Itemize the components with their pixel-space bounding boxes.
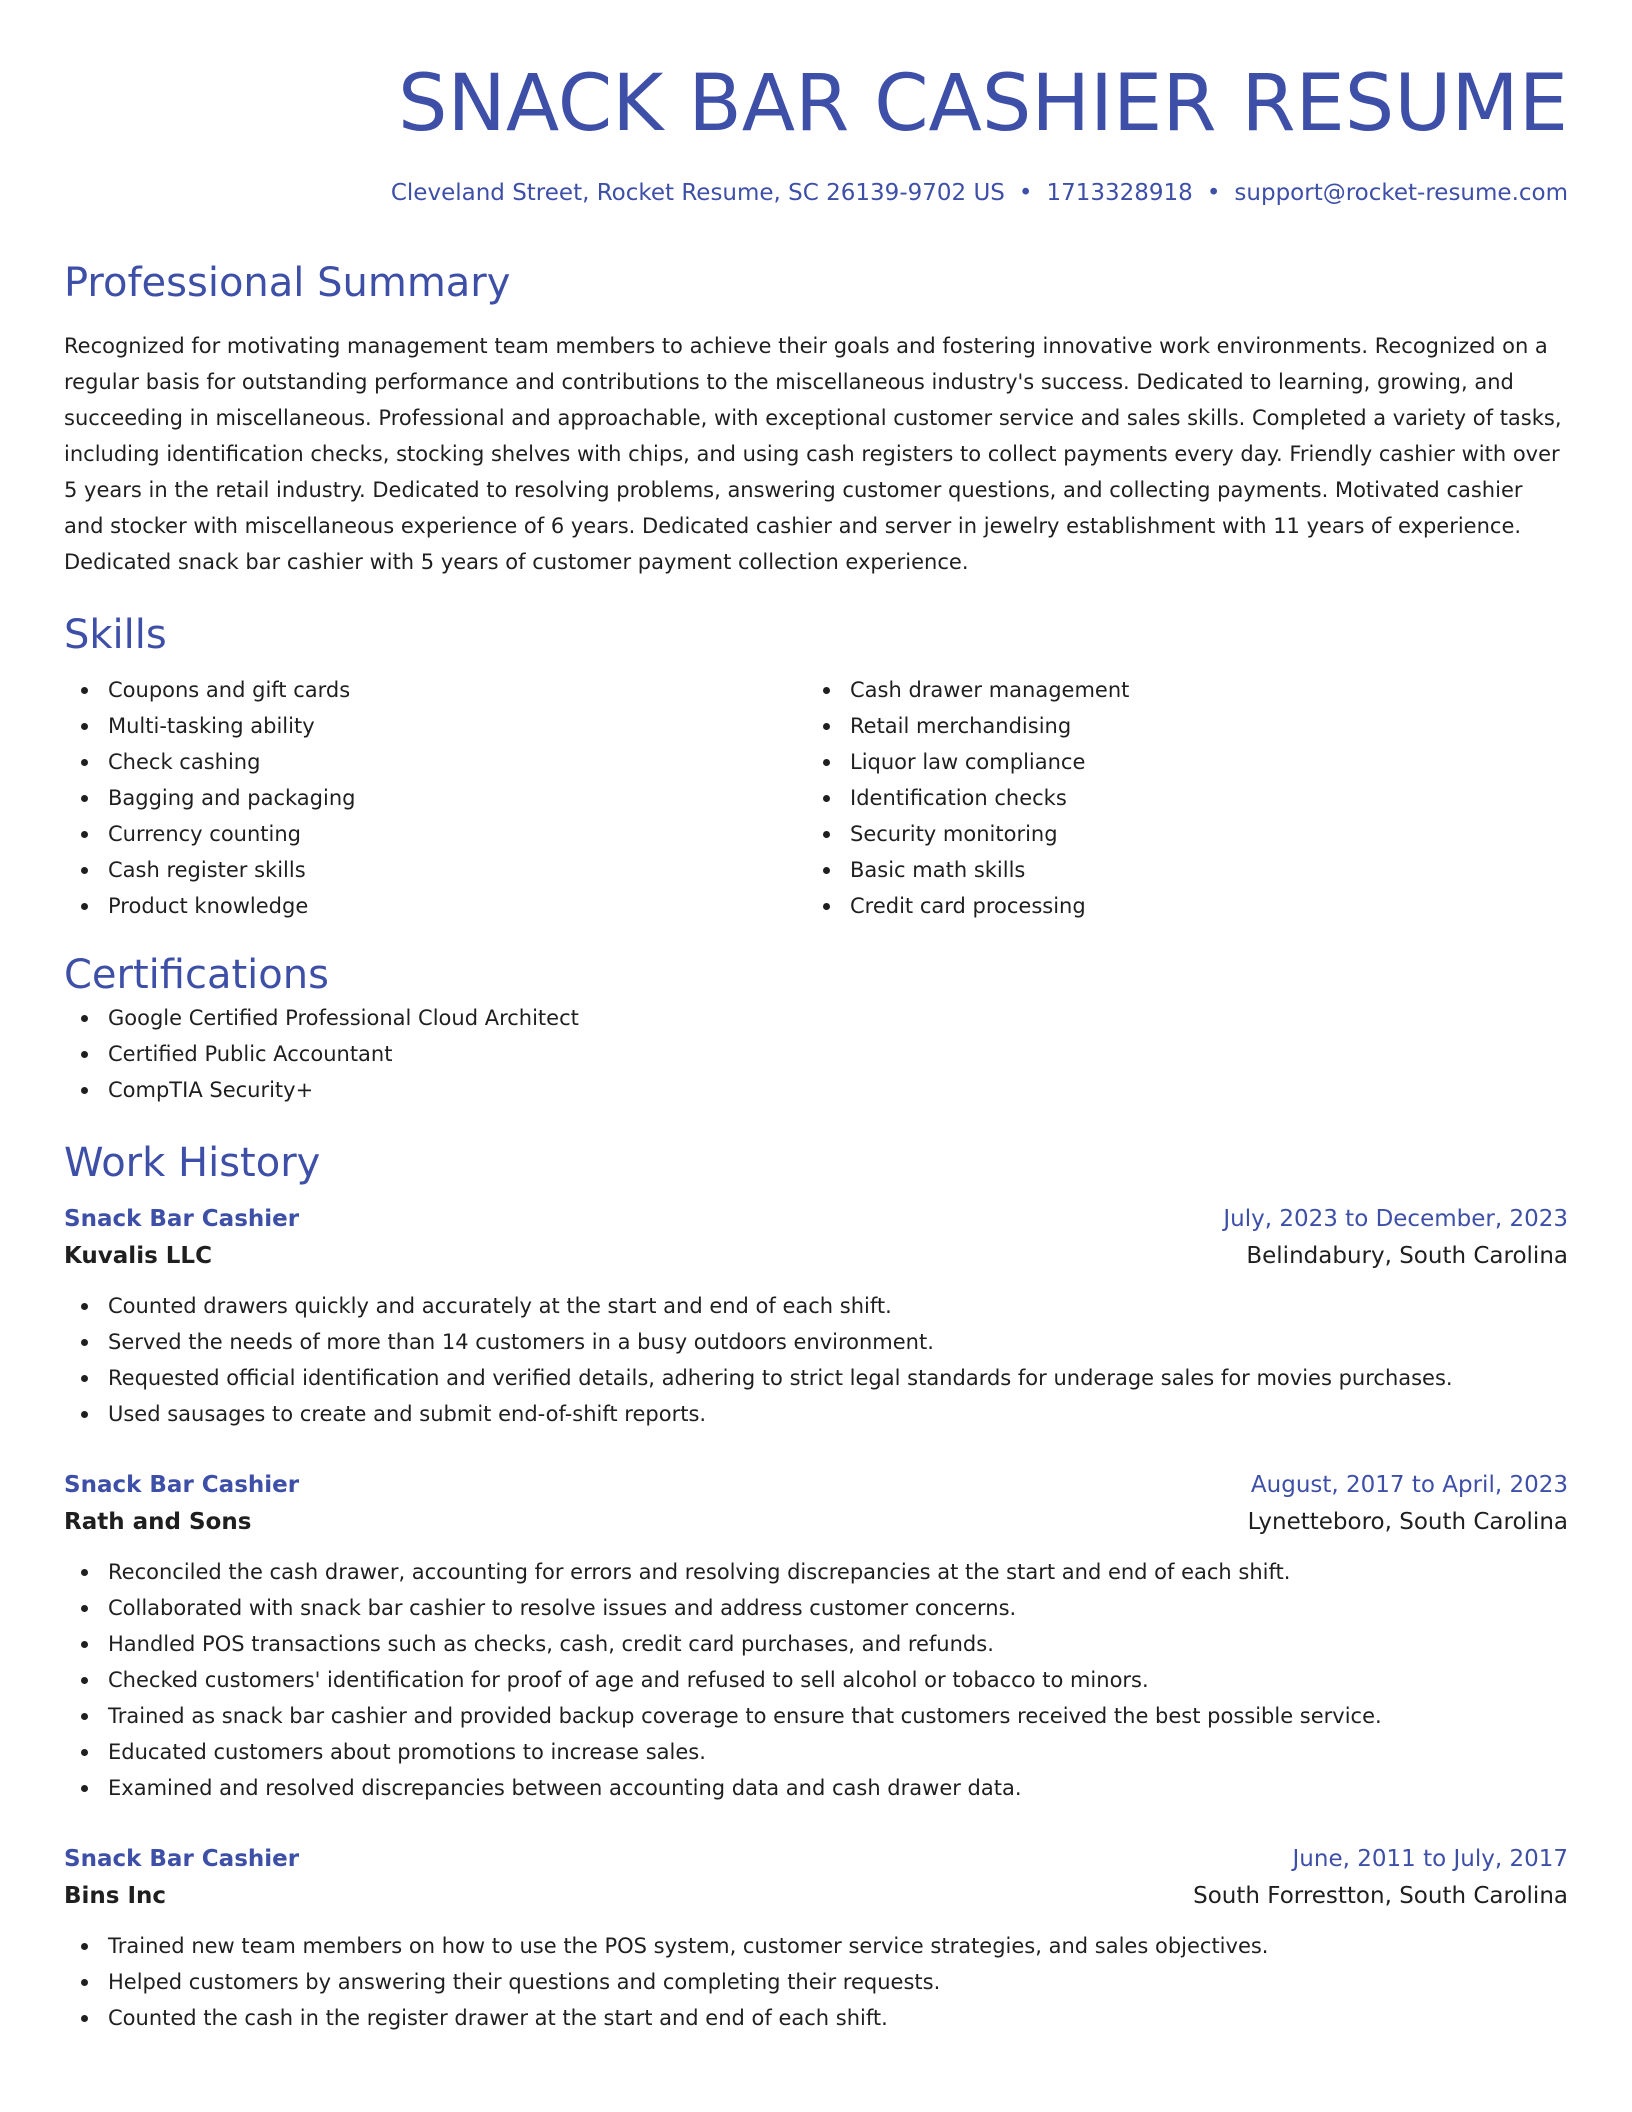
contact-line bbox=[64, 178, 1568, 208]
job-header-row bbox=[64, 1468, 1568, 1502]
skill-item: Liquor law compliance bbox=[806, 744, 1548, 780]
job-duty: Requested official identification and verified details, adhering to strict legal standards for underage sales for movies purchases. bbox=[64, 1360, 1568, 1396]
certification-item: Google Certified Professional Cloud Architect bbox=[64, 1000, 1568, 1036]
job-company-row bbox=[64, 1502, 1568, 1542]
job-header-row bbox=[64, 1842, 1568, 1876]
skills-grid bbox=[64, 672, 1568, 924]
contact-email: support@rocket-resume.com bbox=[1234, 180, 1568, 206]
skill-item: Retail merchandising bbox=[806, 708, 1548, 744]
skill-item: Security monitoring bbox=[806, 816, 1548, 852]
summary-text: Recognized for motivating management team members to achieve their goals and fostering innovative work environments. Recognized on a regular basis for outstanding performance and contributions to the miscellaneous industry's success. Dedicated to learning, growing, and succeeding in miscellaneous. Professional and approachable, with exceptional customer service and sales skills. Completed a variety of tasks, including identification checks, stocking shelves with chips, and using cash registers to collect payments every day. Friendly cashier with over 5 years in the retail industry. Dedicated to resolving problems, answering customer questions, and collecting payments. Motivated cashier and stocker with miscellaneous experience of 6 years. Dedicated cashier and server in jewelry establishment with 11 years of experience. Dedicated snack bar cashier with 5 years of customer payment collection experience. bbox=[64, 334, 1562, 574]
resume-page bbox=[64, 0, 1568, 2036]
job-duty: Helped customers by answering their questions and completing their requests. bbox=[64, 1964, 1568, 2000]
skill-item: Cash drawer management bbox=[806, 672, 1548, 708]
skills-heading: Skills bbox=[64, 612, 167, 658]
skill-item: Bagging and packaging bbox=[64, 780, 806, 816]
job-header-row bbox=[64, 1202, 1568, 1236]
job-entry bbox=[64, 1842, 1568, 2036]
contact-separator: • bbox=[1206, 180, 1221, 206]
contact-separator: • bbox=[1018, 180, 1033, 206]
certification-item: Certified Public Accountant bbox=[64, 1036, 1568, 1072]
job-duty: Collaborated with snack bar cashier to resolve issues and address customer concerns. bbox=[64, 1590, 1568, 1626]
skill-item: Multi-tasking ability bbox=[64, 708, 806, 744]
job-duty: Trained as snack bar cashier and provided backup coverage to ensure that customers received the best possible service. bbox=[64, 1698, 1568, 1734]
job-duties-list bbox=[64, 1928, 1568, 2036]
job-location: South Forrestton, South Carolina bbox=[1193, 1883, 1568, 1909]
job-duty: Checked customers' identification for proof of age and refused to sell alcohol or tobacco to minors. bbox=[64, 1662, 1568, 1698]
job-duties-list bbox=[64, 1288, 1568, 1432]
skill-item: Check cashing bbox=[64, 744, 806, 780]
work-history-heading: Work History bbox=[64, 1140, 321, 1186]
job-company: Rath and Sons bbox=[64, 1509, 252, 1535]
certifications-list bbox=[64, 1000, 1568, 1108]
skill-item: Coupons and gift cards bbox=[64, 672, 806, 708]
skill-item: Currency counting bbox=[64, 816, 806, 852]
job-company: Kuvalis LLC bbox=[64, 1243, 212, 1269]
contact-address: Cleveland Street, Rocket Resume, SC 26139-9702 US bbox=[390, 180, 1005, 206]
job-company-row bbox=[64, 1236, 1568, 1276]
skill-item: Basic math skills bbox=[806, 852, 1548, 888]
certifications-heading: Certifications bbox=[64, 952, 329, 998]
summary-heading: Professional Summary bbox=[64, 260, 511, 306]
job-duty: Reconciled the cash drawer, accounting for errors and resolving discrepancies at the start and end of each shift. bbox=[64, 1554, 1568, 1590]
skill-item: Product knowledge bbox=[64, 888, 806, 924]
job-duty: Handled POS transactions such as checks, cash, credit card purchases, and refunds. bbox=[64, 1626, 1568, 1662]
contact-phone: 1713328918 bbox=[1046, 180, 1193, 206]
job-duty: Counted the cash in the register drawer at the start and end of each shift. bbox=[64, 2000, 1568, 2036]
job-duty: Examined and resolved discrepancies between accounting data and cash drawer data. bbox=[64, 1770, 1568, 1806]
job-company-row bbox=[64, 1876, 1568, 1916]
job-title: Snack Bar Cashier bbox=[64, 1206, 300, 1232]
job-duty: Counted drawers quickly and accurately at the start and end of each shift. bbox=[64, 1288, 1568, 1324]
job-entry bbox=[64, 1202, 1568, 1432]
job-duty: Used sausages to create and submit end-of-shift reports. bbox=[64, 1396, 1568, 1432]
job-duties-list bbox=[64, 1554, 1568, 1806]
job-dates: June, 2011 to July, 2017 bbox=[1292, 1846, 1568, 1872]
job-dates: July, 2023 to December, 2023 bbox=[1223, 1206, 1568, 1232]
skills-column-right bbox=[806, 672, 1548, 924]
resume-title: SNACK BAR CASHIER RESUME bbox=[397, 59, 1568, 149]
job-duty: Served the needs of more than 14 customers in a busy outdoors environment. bbox=[64, 1324, 1568, 1360]
job-duty: Educated customers about promotions to increase sales. bbox=[64, 1734, 1568, 1770]
job-location: Lynetteboro, South Carolina bbox=[1247, 1509, 1568, 1535]
job-title: Snack Bar Cashier bbox=[64, 1846, 300, 1872]
skills-column-left bbox=[64, 672, 806, 924]
job-dates: August, 2017 to April, 2023 bbox=[1250, 1472, 1568, 1498]
job-title: Snack Bar Cashier bbox=[64, 1472, 300, 1498]
skill-item: Identification checks bbox=[806, 780, 1548, 816]
skill-item: Credit card processing bbox=[806, 888, 1548, 924]
job-duty: Trained new team members on how to use the POS system, customer service strategies, and sales objectives. bbox=[64, 1928, 1568, 1964]
skill-item: Cash register skills bbox=[64, 852, 806, 888]
certification-item: CompTIA Security+ bbox=[64, 1072, 1568, 1108]
job-company: Bins Inc bbox=[64, 1883, 167, 1909]
job-location: Belindabury, South Carolina bbox=[1246, 1243, 1568, 1269]
job-entry bbox=[64, 1468, 1568, 1806]
